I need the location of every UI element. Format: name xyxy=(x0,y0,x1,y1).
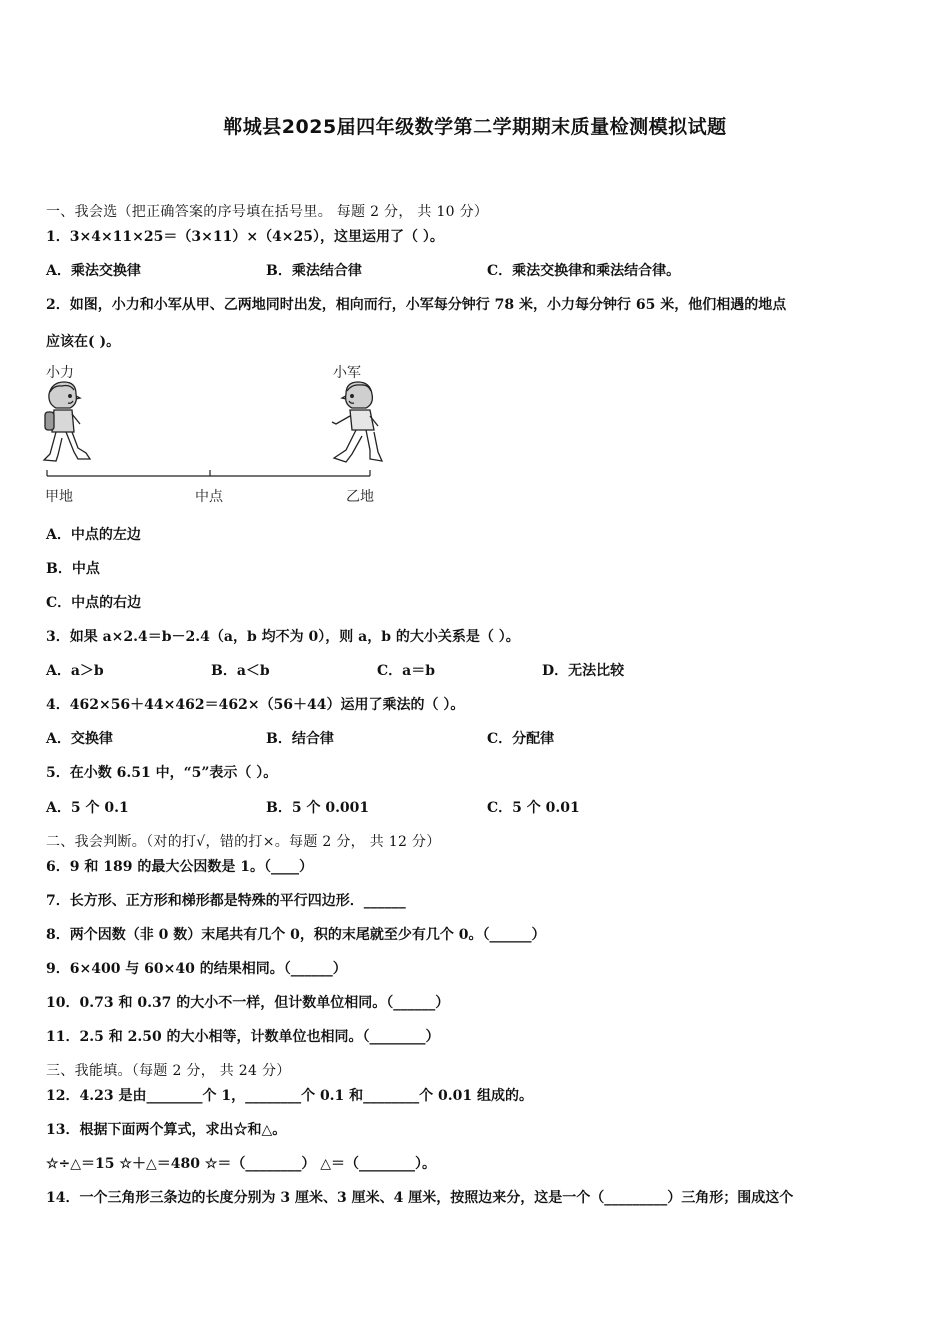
section-1-heading: 一、我会选（把正确答案的序号填在括号里。 每题 2 分， 共 10 分） xyxy=(46,204,489,220)
boy-walking-left-icon xyxy=(332,382,382,462)
q1-option-a: A．乘法交换律 xyxy=(46,263,141,279)
q1-option-c: C．乘法交换律和乘法结合律。 xyxy=(487,263,681,279)
q4-option-a: A．交换律 xyxy=(46,731,113,747)
figure-left-name: 小力 xyxy=(46,365,74,381)
q5-option-b: B．5 个 0.001 xyxy=(266,800,370,816)
q3-option-c: C．a＝b xyxy=(377,663,436,679)
page-title: 郸城县2025届四年级数学第二学期期末质量检测模拟试题 xyxy=(223,116,727,138)
q2-option-b: B．中点 xyxy=(46,561,100,577)
q5-option-a: A．5 个 0.1 xyxy=(46,800,129,816)
question-7: 7．长方形、正方形和梯形都是特殊的平行四边形．______ xyxy=(46,893,406,909)
q2-figure xyxy=(40,358,390,508)
section-3-heading: 三、我能填。（每题 2 分， 共 24 分） xyxy=(46,1063,291,1079)
q3-option-a: A．a＞b xyxy=(46,663,104,679)
question-6: 6．9 和 189 的最大公因数是 1。（____） xyxy=(46,859,313,875)
question-14: 14．一个三角形三条边的长度分别为 3 厘米、3 厘米、4 厘米，按照边来分，这是一个（_________）三角形；围成这个 xyxy=(46,1190,794,1206)
q4-option-b: B．结合律 xyxy=(266,731,334,747)
question-11: 11．2.5 和 2.50 的大小相等，计数单位也相同。（________） xyxy=(46,1029,440,1045)
figure-right-name: 小军 xyxy=(333,365,361,381)
question-10: 10．0.73 和 0.37 的大小不一样，但计数单位相同。（______） xyxy=(46,995,450,1011)
q4-option-c: C．分配律 xyxy=(487,731,555,747)
question-5: 5．在小数 6.51 中，“5”表示（ ）。 xyxy=(46,765,278,781)
q1-option-b: B．乘法结合律 xyxy=(266,263,362,279)
question-1: 1．3×4×11×25＝（3×11）×（4×25），这里运用了（ ）。 xyxy=(46,229,444,245)
question-9: 9．6×400 与 60×40 的结果相同。（______） xyxy=(46,961,347,977)
question-4: 4．462×56＋44×462＝462×（56＋44）运用了乘法的（ ）。 xyxy=(46,697,465,713)
question-3: 3．如果 a×2.4＝b－2.4（a，b 均不为 0），则 a，b 的大小关系是（ ）。 xyxy=(46,629,520,645)
figure-mid-place: 中点 xyxy=(195,489,223,505)
question-12: 12．4.23 是由________个 1，________个 0.1 和________个 0.01 组成的。 xyxy=(46,1088,534,1104)
question-2-line-1: 2．如图，小力和小军从甲、乙两地同时出发，相向而行，小军每分钟行 78 米，小力每分钟行 65 米，他们相遇的地点 xyxy=(46,297,787,313)
q5-option-c: C．5 个 0.01 xyxy=(487,800,580,816)
q2-option-c: C．中点的右边 xyxy=(46,595,142,611)
question-2-line-2: 应该在( )。 xyxy=(46,334,121,350)
section-2-heading: 二、我会判断。（对的打√，错的打×。每题 2 分， 共 12 分） xyxy=(46,834,441,850)
question-8: 8．两个因数（非 0 数）末尾共有几个 0，积的末尾就至少有几个 0。（______） xyxy=(46,927,546,943)
question-13-equations: ☆÷△＝15 ☆＋△＝480 ☆＝（________） △＝（________）。 xyxy=(46,1156,437,1172)
q3-option-b: B．a＜b xyxy=(211,663,270,679)
figure-left-place: 甲地 xyxy=(45,489,73,505)
figure-right-place: 乙地 xyxy=(346,489,374,505)
q2-option-a: A．中点的左边 xyxy=(46,527,141,543)
boy-walking-right-icon xyxy=(44,382,90,461)
q3-option-d: D．无法比较 xyxy=(542,663,625,679)
question-13: 13．根据下面两个算式，求出☆和△。 xyxy=(46,1122,287,1138)
